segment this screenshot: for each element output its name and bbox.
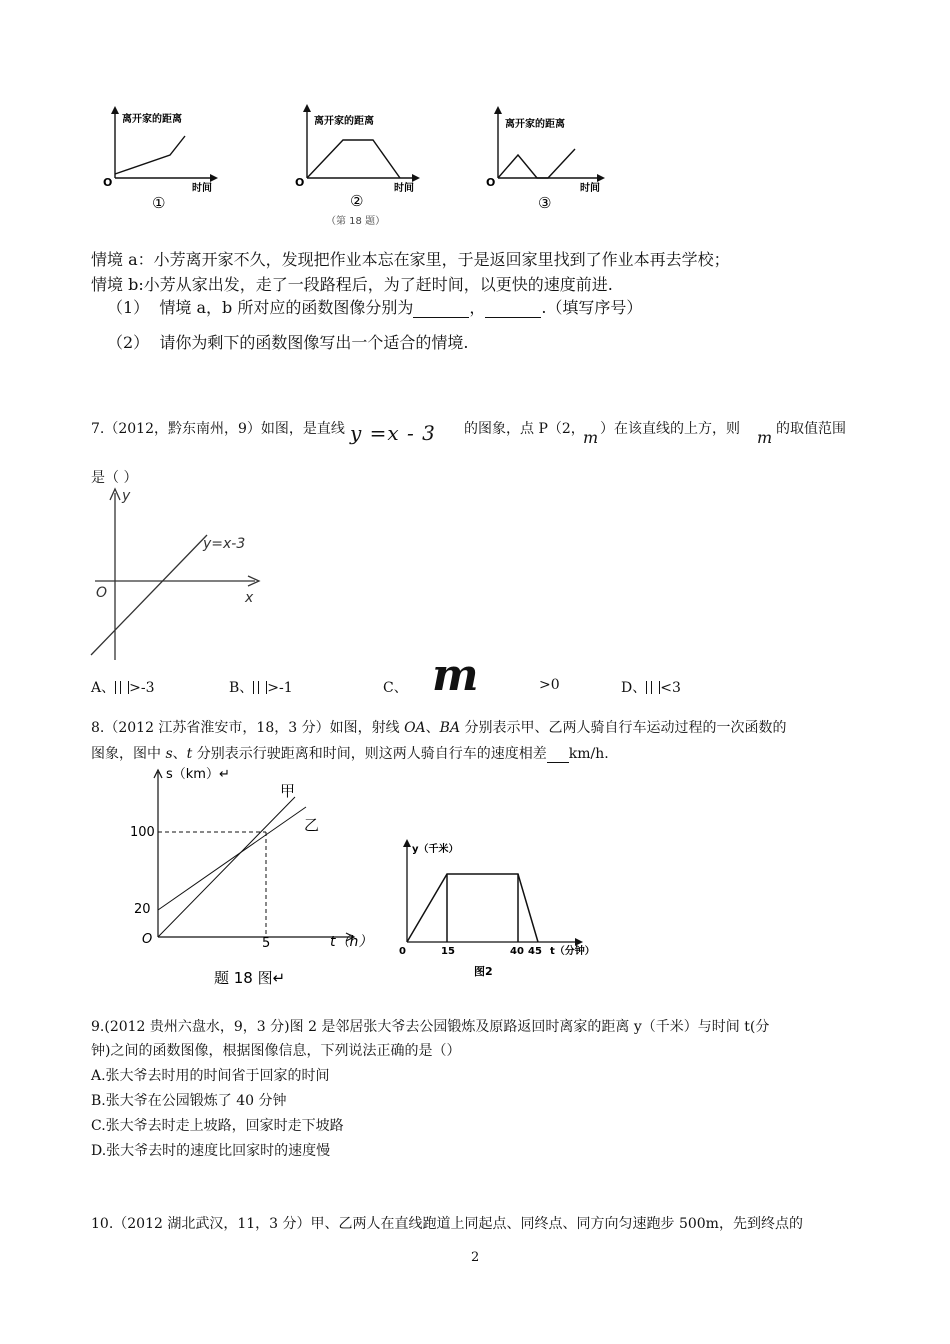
page-number: 2 — [471, 1250, 480, 1265]
q7-origin: O — [96, 585, 108, 601]
q8-y100: 100 — [130, 825, 155, 840]
q7-equation: y =x - 3 — [350, 421, 436, 445]
q6-sub1 — [107, 295, 642, 318]
q8-y20: 20 — [134, 902, 151, 917]
q8-line2 — [91, 743, 609, 763]
q8-line1-b: 分别表示甲、乙两人骑自行车运动过程的一次函数的 — [460, 720, 787, 736]
q9-option-d[interactable]: D.张大爷去时的速度比回家时的速度慢 — [91, 1143, 331, 1159]
choice-b-val: >-1 — [267, 680, 293, 696]
q9-line2: 钟)之间的函数图像，根据图像信息，下列说法正确的是（） — [91, 1043, 461, 1059]
q9-option-b[interactable]: B.张大爷在公园锻炼了 40 分钟 — [91, 1093, 287, 1109]
q7-m: m — [583, 428, 599, 447]
choice-a-label: A、 — [91, 680, 116, 696]
graph-2 — [295, 104, 420, 227]
q7-choice-c-val: >0 — [539, 677, 560, 693]
q6-sub1-num: （1） — [107, 298, 150, 317]
m-glyph-icon — [115, 681, 129, 694]
g2-num: ② — [350, 192, 364, 210]
m-glyph-icon — [253, 681, 267, 694]
q7-choice-b[interactable] — [229, 677, 293, 697]
q6-blank-b[interactable] — [485, 298, 541, 318]
q8-t: t — [186, 746, 193, 762]
q9-option-a[interactable]: A.张大爷去时用的时间省于回家的时间 — [91, 1068, 330, 1084]
q7-mid: 的图象，点 P（2， — [464, 421, 585, 437]
q8-line2-c: km/h. — [568, 746, 609, 762]
choice-b-label: B、 — [229, 680, 254, 696]
q7-choice-c-m: m — [432, 650, 479, 701]
q7-prefix: 7.（2012，黔东南州，9）如图，是直线 — [91, 421, 345, 437]
g2-origin: O — [295, 176, 305, 189]
q8-line2-a: 图象，图中 — [91, 746, 166, 762]
q8-ylabel: s（km）↵ — [166, 767, 230, 782]
q8-xlabel: t（h） — [330, 934, 373, 950]
g3-origin: O — [486, 176, 496, 189]
q7-y-label: y — [122, 488, 131, 504]
q6-line-a: 情境 a：小芳离开家不久，发现把作业本忘在家里，于是返回家里找到了作业本再去学校； — [91, 250, 730, 269]
g1-xlabel: 时间 — [192, 183, 212, 194]
g1-num: ① — [152, 194, 166, 212]
fig2-graph — [390, 835, 615, 980]
g1-ylabel: 离开家的距离 — [122, 114, 182, 125]
m-glyph-icon — [646, 681, 660, 694]
q8-oa: OA — [404, 720, 426, 736]
q7-graph — [85, 485, 275, 665]
q7-line-label: y=x-3 — [203, 536, 246, 552]
choice-d-label: D、 — [621, 680, 647, 696]
q9-option-c[interactable]: C.张大爷去时走上坡路，回家时走下坡路 — [91, 1118, 344, 1134]
q6-sub2-num: （2） — [107, 333, 150, 352]
graph-1 — [103, 106, 218, 212]
q10-line1: 10.（2012 湖北武汉，11，3 分）甲、乙两人在直线跑道上同起点、同终点、同方向匀速跑步 500m，先到终点的 — [91, 1216, 803, 1232]
q6-sub2 — [107, 330, 468, 353]
q8-answer-blank[interactable] — [547, 746, 569, 763]
q7-m2: m — [757, 428, 773, 447]
q8-s: s — [165, 746, 173, 762]
fig2-x15: 15 — [441, 946, 455, 957]
q6-sub2-text: 请你为剩下的函数图像写出一个适合的情境. — [159, 333, 469, 352]
q8-comma: 、 — [425, 720, 440, 736]
q8-line1-a: 8.（2012 江苏省淮安市，18，3 分）如图，射线 — [91, 720, 405, 736]
fig2-ylabel: y（千米） — [412, 844, 459, 855]
g3-num: ③ — [538, 194, 552, 212]
g1-origin: O — [103, 176, 113, 189]
choice-a-val: >-3 — [129, 680, 155, 696]
fig-top-graphs — [100, 100, 620, 235]
choice-d-val: <3 — [660, 680, 681, 696]
q6-sub1-tail: .（填写序号） — [541, 298, 643, 317]
q6-blank-a[interactable] — [413, 298, 469, 318]
fig2-origin: 0 — [399, 946, 406, 957]
q6-sub1-text: 情境 a，b 所对应的函数图像分别为 — [159, 298, 414, 317]
q8-line1 — [91, 717, 787, 737]
g2-ylabel: 离开家的距离 — [314, 116, 374, 127]
q7-x-label: x — [245, 590, 254, 606]
q7-choice-d[interactable] — [621, 677, 681, 697]
q7-line2: 是（ ） — [91, 470, 138, 486]
q8-x5: 5 — [262, 936, 271, 951]
q8-ba: BA — [439, 720, 461, 736]
g3-ylabel: 离开家的距离 — [505, 119, 565, 130]
fig2-caption: 图2 — [474, 965, 493, 978]
fig2-x45: 45 — [528, 946, 542, 957]
q8-jia: 甲 — [280, 782, 296, 800]
q8-graph — [120, 762, 390, 997]
g3-xlabel: 时间 — [580, 183, 600, 194]
q8-origin: O — [142, 932, 153, 947]
q8-line2-b: 分别表示行驶距离和时间，则这两人骑自行车的速度相差 — [192, 746, 547, 762]
q9-line1: 9.(2012 贵州六盘水，9，3 分)图 2 是邻居张大爷去公园锻炼及原路返回时离家的距离 y（千米）与时间 t(分 — [91, 1019, 770, 1035]
graph-3 — [486, 106, 605, 212]
g2-caption: （第 18 题） — [326, 216, 386, 227]
q6-line-b: 情境 b:小芳从家出发，走了一段路程后，为了赶时间，以更快的速度前进. — [91, 275, 613, 294]
fig2-x40: 40 — [510, 946, 524, 957]
q7-mid2: ）在该直线的上方，则 — [600, 421, 740, 437]
g2-xlabel: 时间 — [394, 183, 414, 194]
q7-tail: 的取值范围 — [776, 421, 846, 437]
q7-choice-c-label[interactable]: C、 — [383, 680, 408, 696]
q8-caption: 题 18 图↵ — [214, 969, 286, 987]
q8-comma2: 、 — [172, 746, 187, 762]
fig2-xlabel: t（分钟） — [550, 946, 595, 957]
q7-choice-a[interactable] — [91, 677, 155, 697]
q6-sub1-sep: ， — [469, 298, 486, 317]
q8-yi: 乙 — [304, 816, 320, 834]
